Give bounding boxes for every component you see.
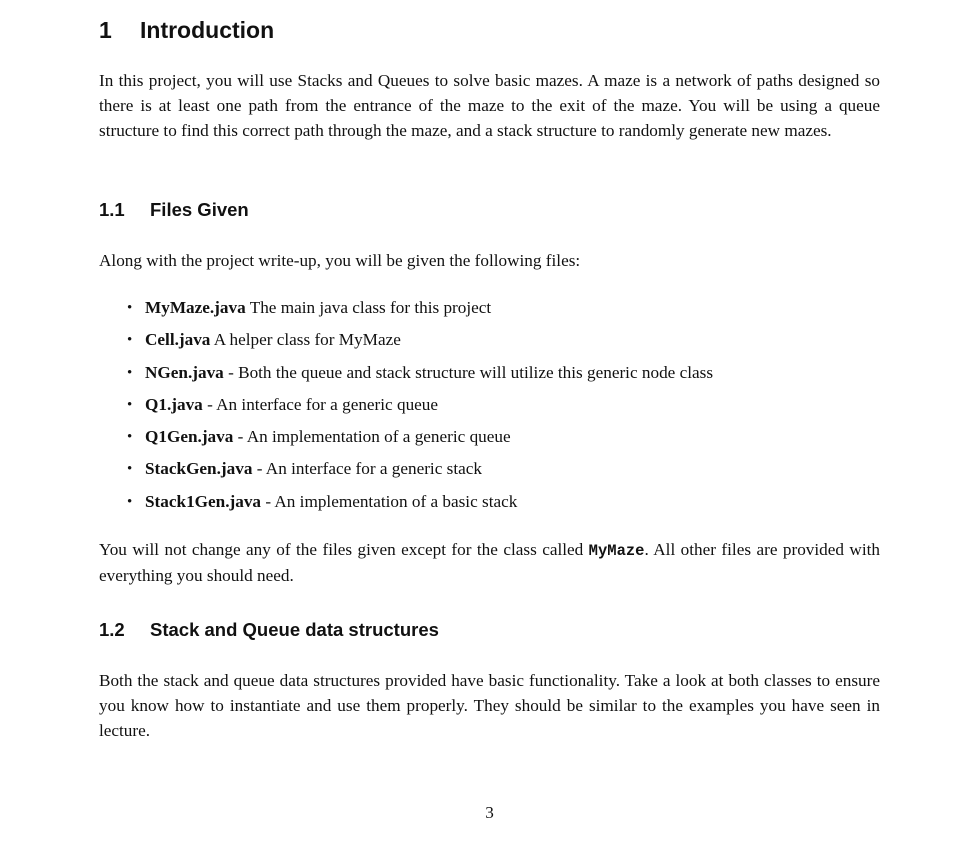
file-description: - Both the queue and stack structure will utilize this generic node class bbox=[223, 362, 714, 382]
subsection-heading-files-given bbox=[99, 199, 249, 221]
file-name: Cell.java bbox=[145, 330, 211, 350]
bullet-icon: • bbox=[127, 332, 133, 349]
file-name: NGen.java bbox=[145, 362, 224, 382]
list-item bbox=[127, 425, 713, 457]
inline-code-mymaze: MyMaze bbox=[588, 542, 645, 560]
file-description: A helper class for MyMaze bbox=[210, 330, 401, 350]
file-description: The main java class for this project bbox=[245, 298, 492, 317]
note-text-before: You will not change any of the files given except for the class called bbox=[99, 540, 589, 559]
page-number: 3 bbox=[485, 803, 494, 822]
file-description: - An interface for a generic stack bbox=[252, 459, 482, 479]
section-title: Introduction bbox=[140, 17, 275, 43]
bullet-icon: • bbox=[127, 364, 133, 381]
file-name: MyMaze.java bbox=[145, 298, 246, 317]
bullet-icon: • bbox=[127, 300, 133, 316]
list-item bbox=[127, 490, 713, 522]
list-item bbox=[127, 457, 713, 489]
intro-paragraph: In this project, you will use Stacks and Queues to solve basic mazes. A maze is a network of paths designed so there is at least one path from the entrance of the maze to the exit of the maze. You will be using a queue structure to find this correct path through the maze, and a stack structure to randomly generate new mazes. bbox=[99, 71, 880, 140]
bullet-icon: • bbox=[127, 429, 133, 446]
bullet-icon: • bbox=[127, 493, 133, 510]
file-description: - An implementation of a generic queue bbox=[233, 427, 511, 447]
note-text-after: . All other files are provided with everything you should need. bbox=[99, 540, 880, 585]
files-note-paragraph bbox=[99, 538, 880, 589]
bullet-icon: • bbox=[127, 396, 133, 413]
subsection-title: Files Given bbox=[150, 199, 249, 220]
list-item bbox=[127, 361, 713, 393]
file-name: Stack1Gen.java bbox=[145, 491, 262, 511]
file-description: - An interface for a generic queue bbox=[202, 394, 439, 414]
file-name: Q1.java bbox=[145, 394, 203, 414]
file-description: - An implementation of a basic stack bbox=[261, 491, 518, 511]
files-lead-paragraph: Along with the project write-up, you will be given the following files: bbox=[99, 251, 581, 270]
subsection-title: Stack and Queue data structures bbox=[150, 619, 439, 640]
list-item bbox=[127, 393, 713, 425]
bullet-icon: • bbox=[127, 461, 133, 478]
section-number: 1 bbox=[99, 17, 112, 43]
subsection-number: 1.1 bbox=[99, 199, 125, 220]
section-heading-introduction bbox=[99, 17, 274, 44]
list-item bbox=[127, 296, 713, 328]
file-name: StackGen.java bbox=[145, 459, 253, 479]
file-list bbox=[127, 296, 713, 522]
data-structures-paragraph: Both the stack and queue data structures provided have basic functionality. Take a look at both classes to ensure you know how to instantiate and use them properly. They should be similar to the examples you have seen in lecture. bbox=[99, 671, 880, 740]
file-name: Q1Gen.java bbox=[145, 427, 234, 447]
list-item bbox=[127, 328, 713, 360]
subsection-heading-data-structures bbox=[99, 619, 439, 641]
subsection-number: 1.2 bbox=[99, 619, 125, 640]
